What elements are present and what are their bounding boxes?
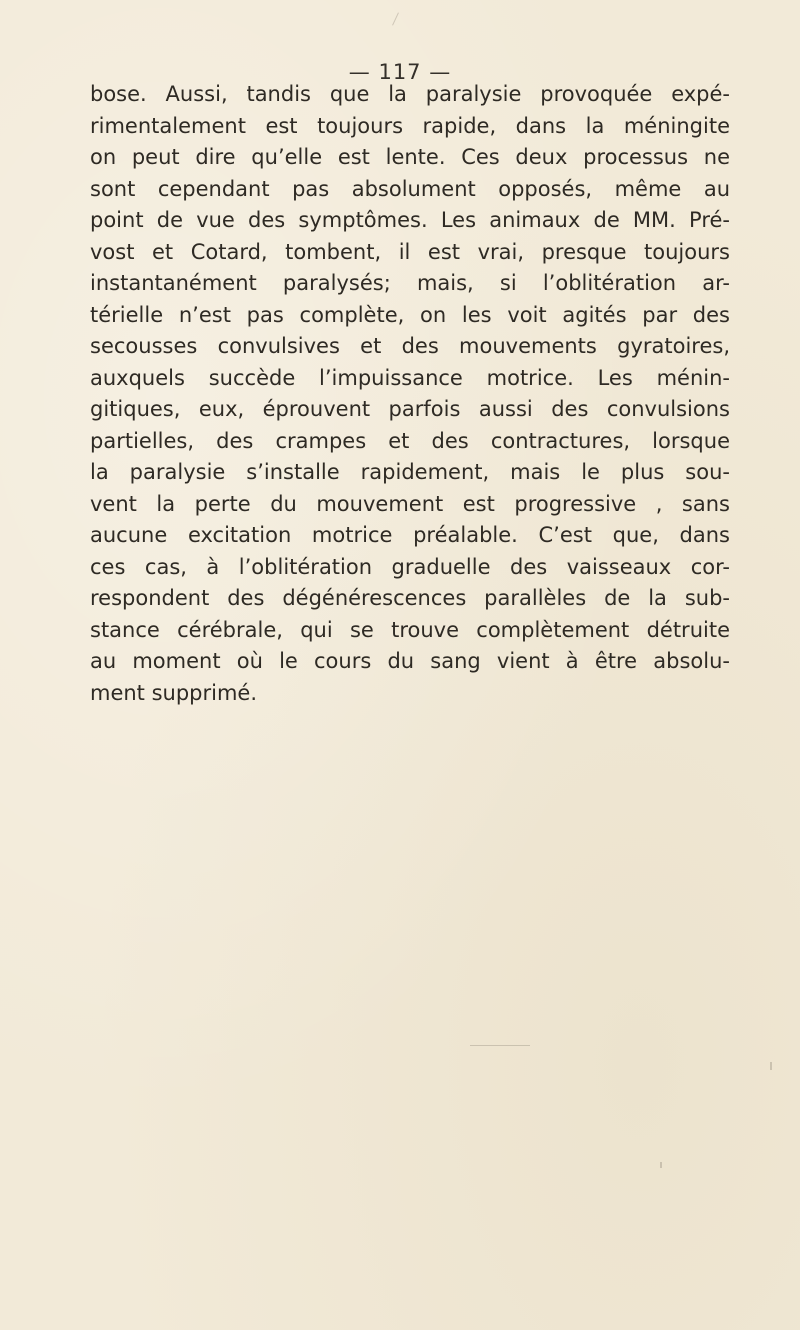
text-line: on peut dire qu’elle est lente. Ces deux processus ne <box>90 145 730 169</box>
page-number: — 117 — <box>348 60 452 84</box>
paper-speck <box>392 12 399 25</box>
text-line: point de vue des symptômes. Les animaux de MM. Pré- <box>90 208 730 232</box>
paper-speck <box>660 1162 662 1168</box>
text-line: bose. Aussi, tandis que la paralysie provoquée expé- <box>90 82 730 106</box>
text-line: ces cas, à l’oblitération graduelle des vaisseaux cor- <box>90 554 730 579</box>
body-paragraph <box>90 79 730 709</box>
text-line: sont cependant pas absolument opposés, même au <box>90 176 730 201</box>
text-line: gitiques, eux, éprouvent parfois aussi des convulsions <box>90 397 730 421</box>
text-line-last: ment supprimé. <box>90 680 258 705</box>
ink-smudge <box>470 1045 530 1046</box>
paper-speck <box>770 1062 772 1070</box>
text-line: auxquels succède l’impuissance motrice. Les ménin- <box>90 365 730 390</box>
text-line: secousses convulsives et des mouvements gyratoires, <box>90 334 730 358</box>
text-line: térielle n’est pas complète, on les voit agités par des <box>90 302 730 327</box>
text-line: respondent des dégénérescences parallèles de la sub- <box>90 586 730 610</box>
text-line: aucune excitation motrice préalable. C’est que, dans <box>90 523 730 547</box>
text-line: la paralysie s’installe rapidement, mais le plus sou- <box>90 460 730 484</box>
text-line: vent la perte du mouvement est progressive , sans <box>90 491 730 516</box>
text-line: instantanément paralysés; mais, si l’oblitération ar- <box>90 271 730 295</box>
text-line: au moment où le cours du sang vient à être absolu- <box>90 649 730 673</box>
text-line: stance cérébrale, qui se trouve complètement détruite <box>90 617 730 642</box>
text-line: partielles, des crampes et des contractures, lorsque <box>90 428 730 453</box>
text-line: rimentalement est toujours rapide, dans la méningite <box>90 113 730 138</box>
text-line: vost et Cotard, tombent, il est vrai, presque toujours <box>90 239 730 264</box>
